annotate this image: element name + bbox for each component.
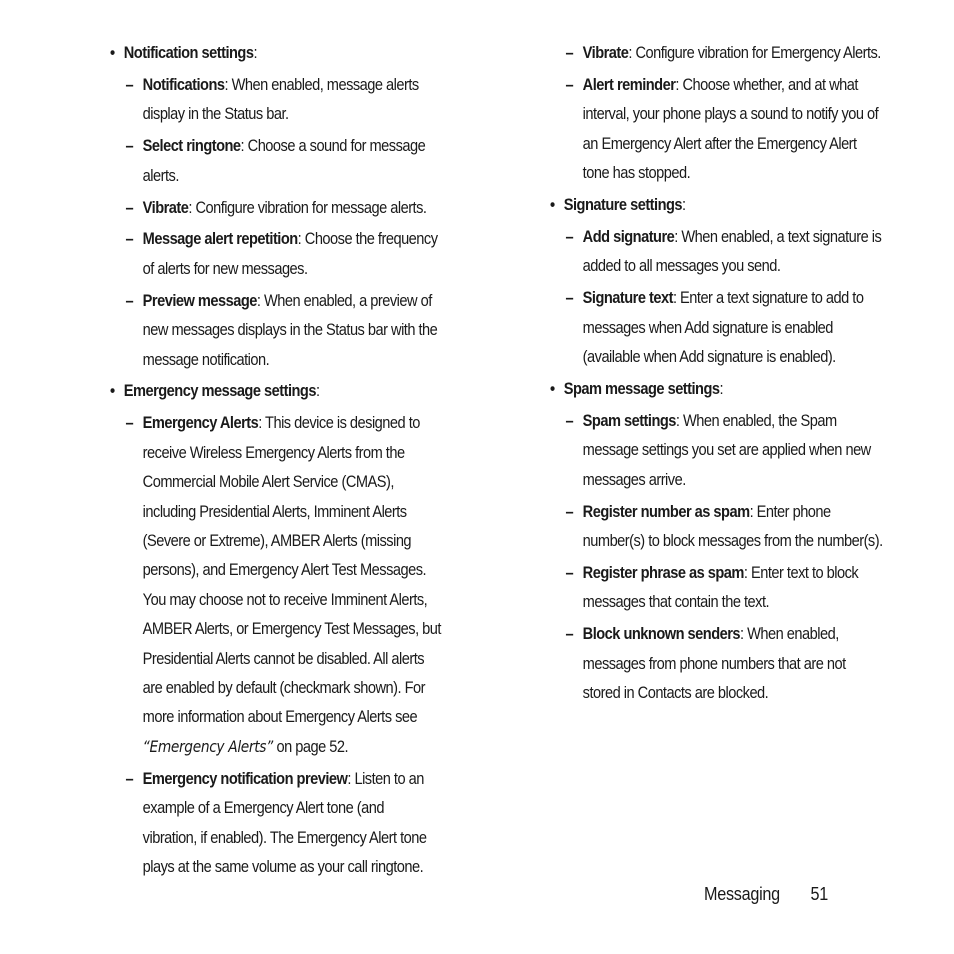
- section-title: Signature settings: [563, 195, 683, 215]
- dash-icon: –: [125, 136, 134, 156]
- dash-icon: –: [125, 229, 134, 249]
- item-title: Spam settings: [582, 410, 676, 430]
- section-notification-settings: • Notification settings:: [110, 38, 441, 67]
- section-signature-settings: • Signature settings:: [550, 190, 885, 219]
- item-signature-text: [550, 283, 885, 371]
- item-alert-reminder: [550, 70, 885, 188]
- dash-icon: –: [565, 43, 574, 62]
- item-add-signature: [550, 222, 885, 281]
- item-title: Notifications: [142, 74, 225, 94]
- item-message-alert-repetition: [110, 224, 441, 283]
- item-text: : When enabled, the Spam message settings you set are applied when new messages arrive.: [582, 410, 871, 489]
- item-spam-settings: [550, 406, 885, 494]
- section-title: Spam message settings: [563, 378, 720, 398]
- item-emergency-notification-preview: [110, 764, 441, 882]
- dash-icon: –: [565, 288, 574, 308]
- item-text: : Choose a sound for message alerts.: [142, 136, 426, 185]
- dash-icon: –: [565, 501, 574, 521]
- item-register-number-as-spam: [550, 497, 885, 556]
- bullet-icon: •: [550, 378, 555, 398]
- section-title: Notification settings: [123, 43, 254, 62]
- item-vibrate: [110, 193, 441, 222]
- item-title: Message alert repetition: [142, 229, 298, 249]
- dash-icon: –: [565, 226, 574, 246]
- item-text: : When enabled, a text signature is added to all messages you send.: [582, 226, 882, 276]
- item-text: : Configure vibration for Emergency Alerts.: [628, 43, 881, 62]
- item-title: Emergency Alerts: [142, 413, 259, 433]
- item-text: : Choose the frequency of alerts for new messages.: [142, 229, 438, 278]
- item-text: : Listen to an example of a Emergency Alert tone (and vibration, if enabled). The Emergency Alert tone plays at the same volume as your call ringtone.: [142, 768, 427, 876]
- dash-icon: –: [125, 290, 134, 310]
- section-emergency-message-settings: • Emergency message settings:: [110, 376, 441, 405]
- item-text: : Configure vibration for message alerts.: [188, 197, 427, 217]
- item-text: : Enter text to block messages that contain the text.: [582, 562, 859, 612]
- item-text: : Choose whether, and at what interval, your phone plays a sound to notify you of an Emergency Alert after the Emergency Alert tone has stopped.: [582, 74, 879, 183]
- item-emergency-vibrate: [550, 38, 885, 67]
- item-title: Signature text: [582, 288, 673, 308]
- item-preview-message: [110, 286, 441, 374]
- dash-icon: –: [565, 562, 574, 582]
- item-register-phrase-as-spam: [550, 558, 885, 617]
- item-title: Register number as spam: [582, 501, 750, 521]
- item-title: Emergency notification preview: [142, 768, 348, 788]
- item-text: : This device is designed to receive Wireless Emergency Alerts from the Commercial Mobile Alert Service (CMAS), including Presidential Alerts, Imminent Alerts (Severe or Extreme), AMBER Alerts (missing persons), and Emergency Alert Test Messages. You may choose not to receive Imminent Alerts, AMBER Alerts, or Emergency Test Messages, but Presidential Alerts cannot be disabled. All alerts are enabled by default (checkmark shown). For more information about Emergency Alerts see: [142, 413, 441, 727]
- item-title: Block unknown senders: [582, 624, 741, 644]
- left-column: [110, 38, 441, 884]
- dash-icon: –: [125, 768, 134, 788]
- page-footer: [704, 884, 828, 905]
- footer-section-name: Messaging: [704, 884, 780, 904]
- item-title: Add signature: [582, 226, 675, 246]
- item-emergency-alerts: [110, 408, 441, 761]
- emergency-alerts-reference-link[interactable]: “Emergency Alerts”: [142, 736, 273, 756]
- dash-icon: –: [125, 74, 134, 94]
- item-text-after: on page 52.: [272, 736, 349, 756]
- item-text: : When enabled, message alerts display in the Status bar.: [142, 74, 419, 124]
- dash-icon: –: [125, 413, 134, 433]
- item-title: Vibrate: [142, 197, 189, 217]
- item-text: : Enter a text signature to add to messages when Add signature is enabled (available when Add signature is enabled).: [582, 288, 864, 367]
- item-title: Select ringtone: [142, 136, 241, 156]
- bullet-icon: •: [110, 43, 115, 62]
- item-title: Register phrase as spam: [582, 562, 744, 582]
- dash-icon: –: [565, 74, 574, 94]
- item-block-unknown-senders: [550, 619, 885, 707]
- right-column: [550, 38, 885, 710]
- item-text: : When enabled, a preview of new messages displays in the Status bar with the message notification.: [142, 290, 438, 369]
- section-title: Emergency message settings: [123, 381, 316, 401]
- item-notifications: [110, 70, 441, 129]
- item-title: Preview message: [142, 290, 257, 310]
- dash-icon: –: [565, 624, 574, 644]
- bullet-icon: •: [550, 195, 555, 215]
- item-select-ringtone: [110, 131, 441, 190]
- bullet-icon: •: [110, 381, 115, 401]
- page-number: 51: [810, 884, 829, 904]
- dash-icon: –: [125, 197, 134, 217]
- dash-icon: –: [565, 410, 574, 430]
- item-text: : When enabled, messages from phone numbers that are not stored in Contacts are blocked.: [582, 624, 846, 703]
- item-title: Alert reminder: [582, 74, 676, 94]
- item-title: Vibrate: [582, 43, 629, 62]
- section-spam-message-settings: • Spam message settings:: [550, 374, 885, 403]
- item-text: : Enter phone number(s) to block messages from the number(s).: [582, 501, 883, 550]
